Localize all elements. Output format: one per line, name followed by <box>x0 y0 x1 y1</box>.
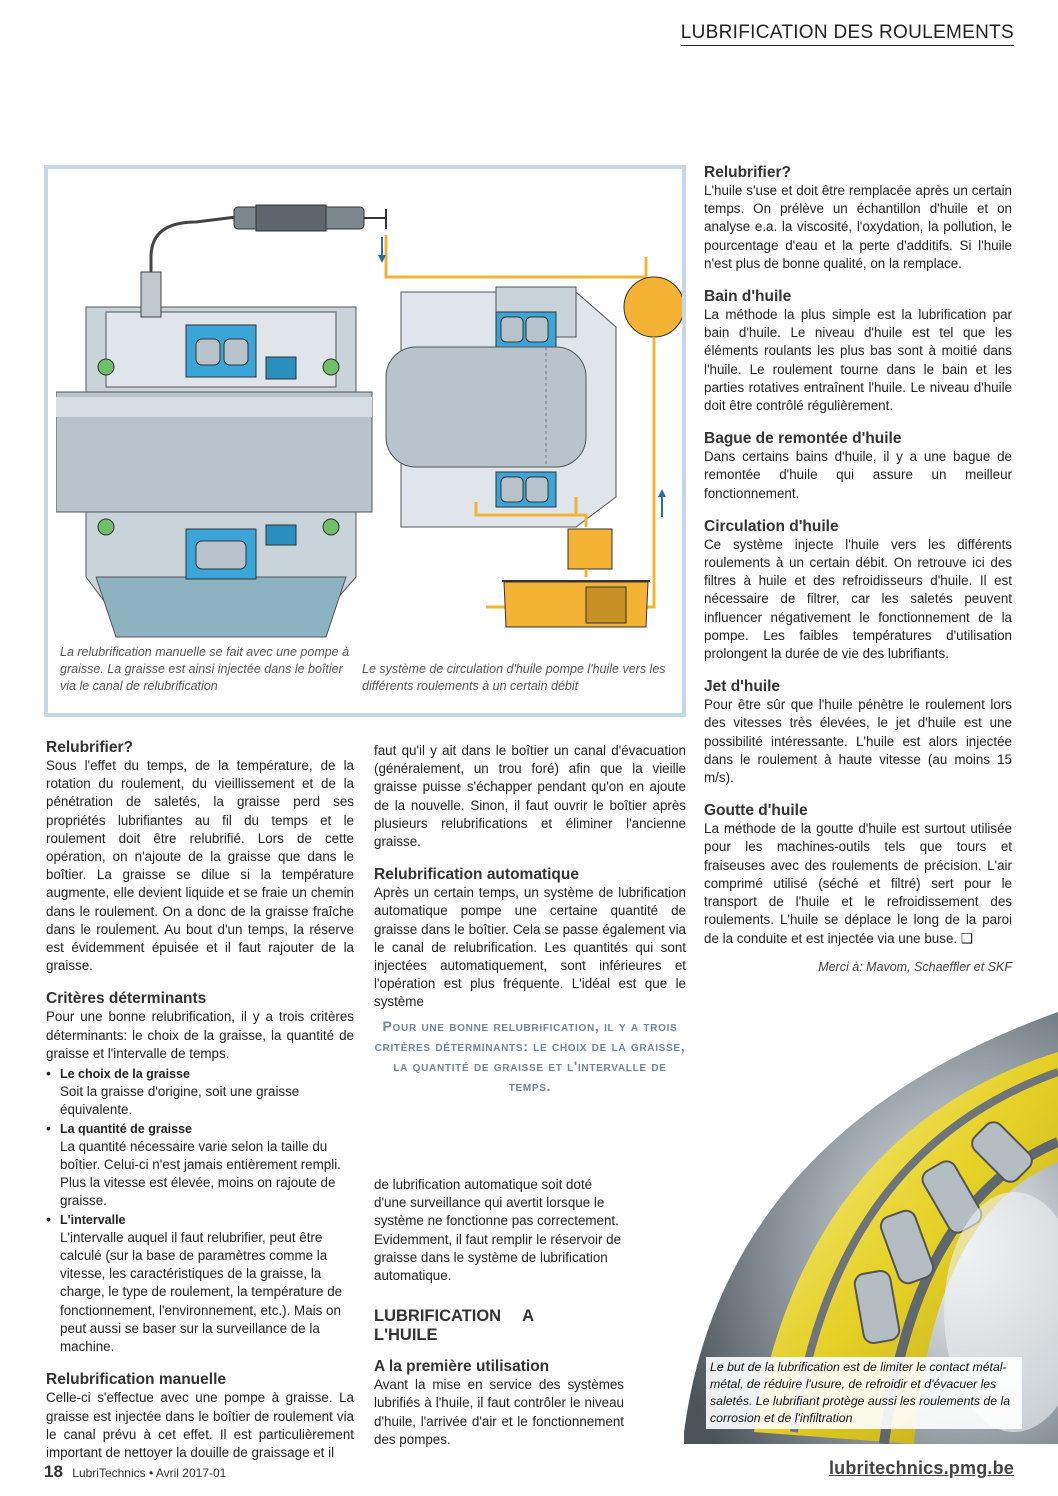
paragraph: de lubrification automatique soit doté d'une surveillance qui avertit lorsque le système ne fonctionne pas correctement. Evidemment, il faut remplir le réservoir de graisse dans le système de lubrification automatique. <box>374 1177 622 1284</box>
paragraph: Après un certain temps, un système de lubrification automatique pompe une certaine quantité de graisse dans le boîtier. Cela se passe également via le canal de relubrification. Les quantités qui sont injectées automatiquement, sont inférieures et l'opération est plus fréquente. L'idéal est que le système <box>374 885 686 1010</box>
list-item <box>46 1120 354 1211</box>
criteria-list <box>46 1065 354 1356</box>
section-heading: Circulation d'huile <box>704 517 839 535</box>
photo-caption: Le but de la lubrification est de limiter le contact métal-métal, de réduire l'usure, de refroidir et d'évacuer les saletés. Le lubrifiant protège aussi les roulements de la corrosion et de l'infiltration <box>706 1357 1022 1429</box>
pull-quote: Pour une bonne relubrification, il y a trois critères déterminants: le choix de la graisse, la quantité de graisse et l'intervalle de temps. <box>374 1018 686 1094</box>
section-heading: Bain d'huile <box>704 288 792 306</box>
column-1 <box>46 738 354 1476</box>
section-heading: Relubrifier? <box>704 164 791 181</box>
list-item-text: L'intervalle auquel il faut relubrifier, peut être calculé (sur la base de paramètres comme la vitesse, les caractéristiques de la graisse, la charge, le type de roulement, la température de fonctionnement, l'environnement, etc.). Mais on peut aussi se baser sur la surveillance de la machine. <box>60 1229 343 1355</box>
column-2-bottom <box>374 1176 624 1463</box>
list-item-text: La quantité nécessaire varie selon la taille du boîtier. Celui-ci n'est jamais entièrement rempli. Plus la vitesse est élevée, moins on rajoute de graisse. <box>60 1138 341 1209</box>
section-heading: Jet d'huile <box>704 678 781 696</box>
paragraph: Avant la mise en service des systèmes lubrifiés à l'huile, il faut contrôler le niveau d'huile, l'arrivée d'air et le fonctionnement des pompes. <box>374 1377 624 1447</box>
paragraph: faut qu'il y ait dans le boîtier un canal d'évacuation (généralement, un trou foré) afin que la vieille graisse puisse s'échapper pendant qu'on en ajoute de la nouvelle. Sinon, il faut ouvrir le boîtier après plusieurs relubrifications et éliminer l'ancienne graisse. <box>374 743 686 850</box>
section-heading: A la première utilisation <box>374 1358 550 1376</box>
page-number: 18 <box>44 1462 63 1481</box>
section-heading: Relubrifier? <box>46 739 133 756</box>
section-heading: Relubrification manuelle <box>46 1371 227 1389</box>
paragraph: Pour être sûr que l'huile pénètre le roulement lors des vitesses très élevées, le jet d'huile est une possibilité intéressante. L'huile est alors injectée dans le roulement à haute vitesse (au moins 15 m/s). <box>704 697 1012 786</box>
oil-circulation-illustration <box>378 235 682 627</box>
paragraph: L'huile s'use et doit être remplacée après un certain temps. On prélève un échantillon d'huile et on analyse e.a. la viscosité, l'oxydation, la pollution, le pourcentage d'eau et la perte d'additifs. Si l'huile n'est plus de bonne qualité, on la remplace. <box>704 183 1012 271</box>
acknowledgements: Merci à: Mavom, Schaeffler et SKF <box>818 960 1012 974</box>
figure-caption-right: Le système de circulation d'huile pompe l'huile vers les différents roulements à un certain débit <box>362 662 666 693</box>
paragraph: La méthode de la goutte d'huile est surtout utilisée pour les machines-outils tels que tours et fraiseuses avec des roulements de précision. L'air comprimé utilisé (séché et filtré) sert pour le transport de l'huile et le refroidissement des roulements. L'huile se déplace le long de la paroi de la conduite et est injectée via une buse. ❑ <box>704 821 1012 946</box>
paragraph: Ce système injecte l'huile vers les différents roulements à un certain débit. On retrouve ici des filtres à huile et des refroidisseurs d'huile. Il est nécessaire de filtrer, car les saletés peuvent influencer négativement le fonctionnement de la pompe. Les faibles températures d'utilisation prolongent la durée de vie des lubrifiants. <box>704 536 1012 662</box>
list-item-title: • La quantité de graisse <box>60 1121 192 1136</box>
website-link[interactable]: lubritechnics.pmg.be <box>828 1458 1014 1478</box>
section-heading: Bague de remontée d'huile <box>704 430 902 448</box>
figure-caption-left: La relubrification manuelle se fait avec une pompe à graisse. La graisse est ainsi injectée dans le boîtier via le canal de relubrification <box>60 645 350 693</box>
paragraph: La méthode la plus simple est la lubrification par bain d'huile. Le niveau d'huile est tel que les éléments roulants les plus bas sont à moitié dans l'huile. Le roulement tourne dans le bain et les parties rotatives entraînent l'huile. Le niveau d'huile doit être contrôlé régulièrement. <box>704 307 1012 414</box>
magazine-issue: LubriTechnics • Avril 2017-01 <box>72 1466 227 1480</box>
section-heading: Critères déterminants <box>46 990 207 1008</box>
section-heading: Relubrification automatique <box>374 866 579 884</box>
paragraph: Sous l'effet du temps, de la température, de la rotation du roulement, du vieillissement et de la pénétration de saletés, la graisse perd ses propriétés lubrifiantes au fil du temps et le roulement doit être relubrifié. Lors de cette opération, on n'ajoute de la graisse que dans le boîtier. La graisse se dilue si la température augmente, elle devient liquide et se fraie un chemin dans le roulement. On a donc de la graisse fraîche dans le roulement. Au bout d'un temps, la réserve est évidemment épuisée et il faut rajouter de la graisse. <box>46 758 354 974</box>
paragraph: Pour une bonne relubrification, il y a trois critères déterminants: le choix de la graisse, la quantité de graisse et l'intervalle de temps. <box>46 1009 354 1061</box>
list-item <box>46 1211 354 1357</box>
paragraph: Celle-ci s'effectue avec une pompe à graisse. La graisse est injectée dans le boîtier de roulement via le canal prévu à cet effet. Il est particulièrement important de nettoyer la douille de graissage et il <box>46 1390 354 1460</box>
section-title: LUBRIFICATION A L'HUILE <box>374 1307 534 1345</box>
column-3 <box>704 163 1012 962</box>
list-item-text: Soit la graisse d'origine, soit une graisse équivalente. <box>60 1084 300 1118</box>
section-heading: Goutte d'huile <box>704 802 808 820</box>
list-item-title: • Le choix de la graisse <box>60 1067 190 1082</box>
list-item <box>46 1065 354 1120</box>
footer-left <box>44 1462 226 1482</box>
column-2-top <box>374 742 686 1026</box>
bearing-illustration-box <box>44 165 686 717</box>
grease-pump-illustration <box>56 205 386 637</box>
list-item-title: • L'intervalle <box>60 1212 126 1227</box>
bearing-illustration <box>56 177 682 713</box>
running-header: LUBRIFICATION DES ROULEMENTS <box>681 22 1014 46</box>
paragraph: Dans certains bains d'huile, il y a une bague de remontée d'huile qui assure un meilleur fonctionnement. <box>704 449 1012 501</box>
